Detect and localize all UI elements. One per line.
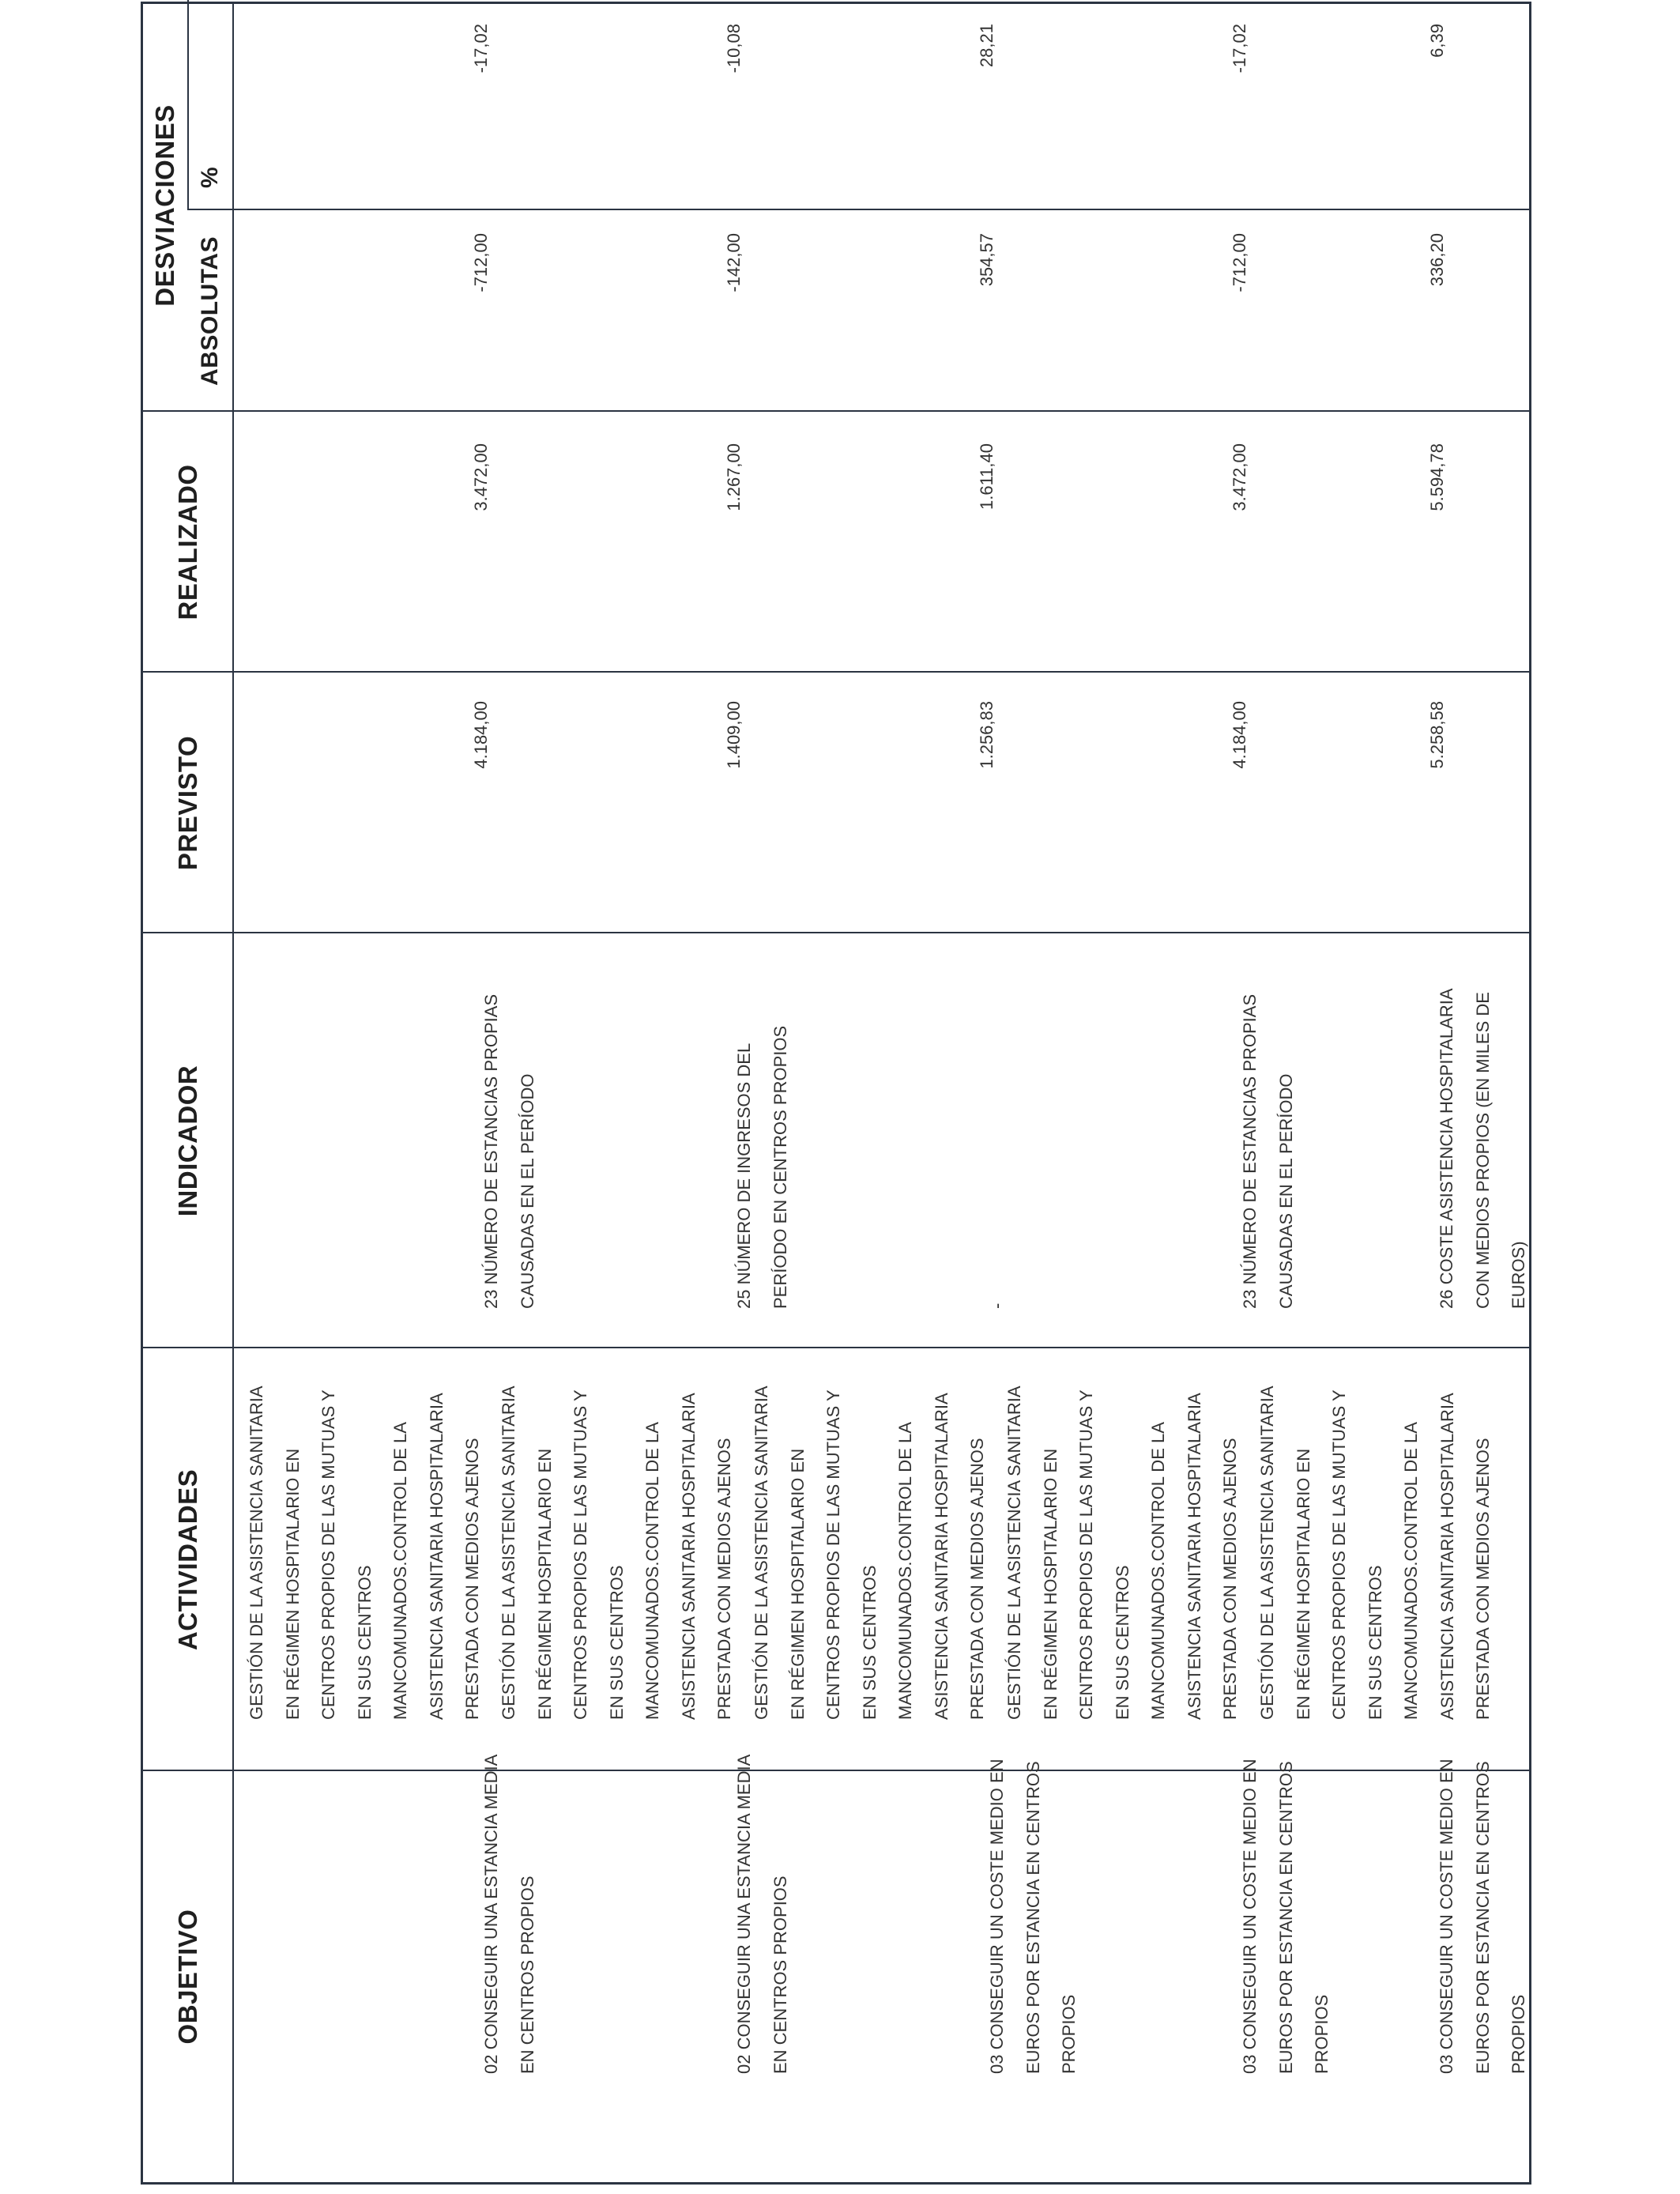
row-3-objetivo: 03 CONSEGUIR UN COSTE MEDIO EN EUROS POR ESTANCIA EN CENTROS PROPIOS xyxy=(987,1759,1079,2074)
row-5-previsto: 5.258,58 xyxy=(1427,701,1447,769)
row-1-absolutas: -712,00 xyxy=(471,233,491,292)
row-1-realizado: 3.472,00 xyxy=(471,443,491,511)
row-4-porcentaje: -17,02 xyxy=(1230,24,1249,74)
row-2-previsto: 1.409,00 xyxy=(724,701,744,769)
row-5-indicador: 26 COSTE ASISTENCIA HOSPITALARIA CON MEDIOS PROPIOS (EN MILES DE EUROS) xyxy=(1437,988,1528,1309)
row-5-objetivo: 03 CONSEGUIR UN COSTE MEDIO EN EUROS POR ESTANCIA EN CENTROS PROPIOS xyxy=(1437,1759,1528,2074)
row-4-absolutas: -712,00 xyxy=(1230,233,1249,292)
results-table xyxy=(141,2,1531,2185)
header-previsto: PREVISTO xyxy=(172,735,202,871)
row-3-actividades: GESTIÓN DE LA ASISTENCIA SANITARIA EN RÉGIMEN HOSPITALARIO EN CENTROS PROPIOS DE LAS MUTUAS Y EN SUS CENTROS MANCOMUNADOS.CONTROL DE LA ASISTENCIA SANITARIA HOSPITALARIA PRESTADA CON MEDIOS AJENOS xyxy=(751,1385,987,1720)
row-5-realizado: 5.594,78 xyxy=(1427,443,1447,511)
row-2-objetivo: 02 CONSEGUIR UNA ESTANCIA MEDIA EN CENTROS PROPIOS xyxy=(734,1754,790,2074)
column-divider xyxy=(143,410,1529,412)
row-5-actividades: GESTIÓN DE LA ASISTENCIA SANITARIA EN RÉGIMEN HOSPITALARIO EN CENTROS PROPIOS DE LAS MUTUAS Y EN SUS CENTROS MANCOMUNADOS.CONTROL DE LA ASISTENCIA SANITARIA HOSPITALARIA PRESTADA CON MEDIOS AJENOS xyxy=(1257,1385,1493,1720)
header-porcentaje: % xyxy=(196,166,223,188)
row-4-actividades: GESTIÓN DE LA ASISTENCIA SANITARIA EN RÉGIMEN HOSPITALARIO EN CENTROS PROPIOS DE LAS MUTUAS Y EN SUS CENTROS MANCOMUNADOS.CONTROL DE LA ASISTENCIA SANITARIA HOSPITALARIA PRESTADA CON MEDIOS AJENOS xyxy=(1004,1385,1240,1720)
row-3-absolutas: 354,57 xyxy=(977,233,996,287)
row-2-absolutas: -142,00 xyxy=(724,233,744,292)
header-desviaciones: DESVIACIONES xyxy=(150,104,179,307)
header-objetivo: OBJETIVO xyxy=(172,1909,202,2045)
column-divider xyxy=(143,671,1529,673)
row-1-previsto: 4.184,00 xyxy=(471,701,491,769)
column-divider xyxy=(187,209,1529,210)
column-divider xyxy=(143,932,1529,933)
header-absolutas: ABSOLUTAS xyxy=(196,236,223,386)
column-divider xyxy=(143,1347,1529,1348)
row-2-actividades: GESTIÓN DE LA ASISTENCIA SANITARIA EN RÉGIMEN HOSPITALARIO EN CENTROS PROPIOS DE LAS MUTUAS Y EN SUS CENTROS MANCOMUNADOS.CONTROL DE LA ASISTENCIA SANITARIA HOSPITALARIA PRESTADA CON MEDIOS AJENOS xyxy=(499,1385,734,1720)
row-2-indicador: 25 NÚMERO DE INGRESOS DEL PERÍODO EN CENTROS PROPIOS xyxy=(734,1025,790,1309)
header-realizado: REALIZADO xyxy=(172,464,202,620)
row-2-realizado: 1.267,00 xyxy=(724,443,744,511)
header-actividades: ACTIVIDADES xyxy=(172,1468,202,1651)
row-3-realizado: 1.611,40 xyxy=(977,443,996,511)
row-5-absolutas: 336,20 xyxy=(1427,233,1447,287)
row-1-objetivo: 02 CONSEGUIR UNA ESTANCIA MEDIA EN CENTROS PROPIOS xyxy=(481,1754,537,2074)
row-3-indicador: - xyxy=(987,1302,1007,1309)
row-1-actividades: GESTIÓN DE LA ASISTENCIA SANITARIA EN RÉGIMEN HOSPITALARIO EN CENTROS PROPIOS DE LAS MUTUAS Y EN SUS CENTROS MANCOMUNADOS.CONTROL DE LA ASISTENCIA SANITARIA HOSPITALARIA PRESTADA CON MEDIOS AJENOS xyxy=(247,1385,482,1720)
header-indicador: INDICADOR xyxy=(172,1065,202,1217)
row-4-realizado: 3.472,00 xyxy=(1230,443,1249,511)
row-4-indicador: 23 NÚMERO DE ESTANCIAS PROPIAS CAUSADAS EN EL PERÍODO xyxy=(1240,993,1296,1309)
row-3-previsto: 1.256,83 xyxy=(977,701,996,769)
row-4-objetivo: 03 CONSEGUIR UN COSTE MEDIO EN EUROS POR ESTANCIA EN CENTROS PROPIOS xyxy=(1240,1759,1332,2074)
row-5-porcentaje: 6,39 xyxy=(1427,24,1447,58)
row-2-porcentaje: -10,08 xyxy=(724,24,744,74)
row-3-porcentaje: 28,21 xyxy=(977,24,996,68)
row-1-porcentaje: -17,02 xyxy=(471,24,491,74)
header-separator xyxy=(232,4,234,2182)
row-4-previsto: 4.184,00 xyxy=(1230,701,1249,769)
row-1-indicador: 23 NÚMERO DE ESTANCIAS PROPIAS CAUSADAS EN EL PERÍODO xyxy=(481,993,537,1309)
